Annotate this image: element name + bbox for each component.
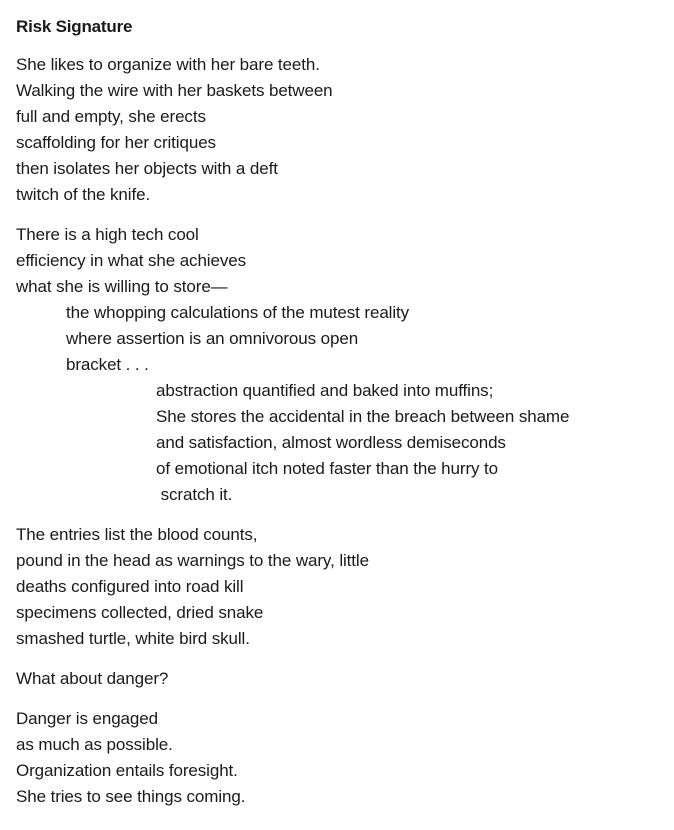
poem-line: What about danger? xyxy=(16,669,169,688)
poem xyxy=(16,14,666,824)
poem-line: pound in the head as warnings to the wary, little xyxy=(16,551,369,570)
poem-line: then isolates her objects with a deft xyxy=(16,159,278,178)
poem-line: efficiency in what she achieves xyxy=(16,251,246,270)
poem-line: She tries to see things coming. xyxy=(16,787,246,806)
poem-line: There is a high tech cool xyxy=(16,225,199,244)
poem-line: Organization entails foresight. xyxy=(16,761,238,780)
stanza-4 xyxy=(16,666,666,692)
stanza-1 xyxy=(16,52,666,208)
poem-title: Risk Signature xyxy=(16,17,133,36)
poem-line: scaffolding for her critiques xyxy=(16,133,216,152)
poem-line: twitch of the knife. xyxy=(16,185,151,204)
poem-line-indented: the whopping calculations of the mutest reality xyxy=(66,303,410,322)
stanza-2 xyxy=(16,222,666,508)
poem-line: Walking the wire with her baskets between xyxy=(16,81,333,100)
poem-line: deaths configured into road kill xyxy=(16,577,244,596)
poem-line: full and empty, she erects xyxy=(16,107,206,126)
poem-line-deep-indented: abstraction quantified and baked into muffins; xyxy=(156,381,494,400)
stanza-5 xyxy=(16,706,666,810)
stanza-3 xyxy=(16,522,666,652)
poem-line: The entries list the blood counts, xyxy=(16,525,258,544)
poem-line: what she is willing to store— xyxy=(16,277,228,296)
poem-line-deep-indented: and satisfaction, almost wordless demiseconds xyxy=(156,433,506,452)
poem-line: smashed turtle, white bird skull. xyxy=(16,629,250,648)
poem-line-deep-indented: of emotional itch noted faster than the hurry to xyxy=(156,459,499,478)
poem-line-indented: where assertion is an omnivorous open xyxy=(66,329,359,348)
poem-line: Danger is engaged xyxy=(16,709,158,728)
poem-line-indented: bracket . . . xyxy=(66,355,149,374)
poem-line: as much as possible. xyxy=(16,735,173,754)
poem-line-deep-indented: scratch it. xyxy=(156,485,233,504)
poem-line: specimens collected, dried snake xyxy=(16,603,264,622)
poem-line: She likes to organize with her bare teeth. xyxy=(16,55,320,74)
poem-line-deep-indented: She stores the accidental in the breach between shame xyxy=(156,407,570,426)
